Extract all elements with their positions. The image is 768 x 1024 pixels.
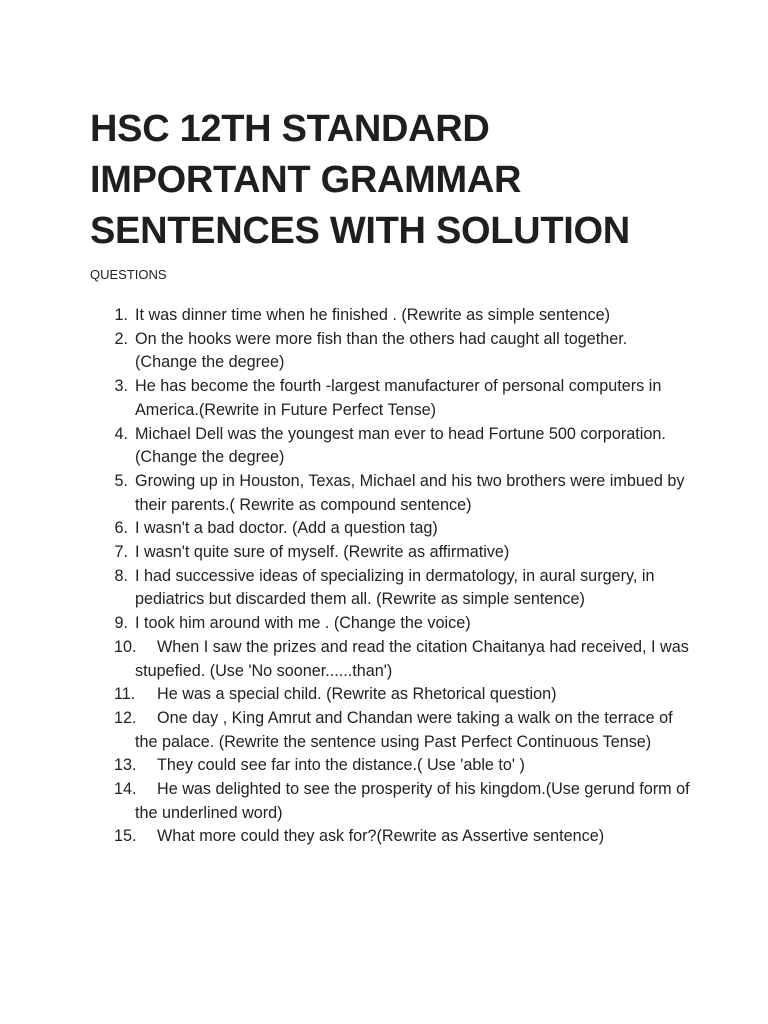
document-page bbox=[90, 104, 690, 849]
question-text: They could see far into the distance.( Use 'able to' ) bbox=[157, 756, 525, 775]
section-label-questions: QUESTIONS bbox=[90, 267, 167, 282]
question-text: Michael Dell was the youngest man ever to head Fortune 500 corporation.(Change the degree) bbox=[135, 424, 666, 467]
question-number: 6. bbox=[114, 519, 128, 538]
question-text: He was a special child. (Rewrite as Rhetorical question) bbox=[157, 685, 557, 704]
question-text: I wasn't a bad doctor. (Add a question tag) bbox=[135, 519, 438, 538]
question-number: 8. bbox=[114, 566, 128, 585]
question-item-9 bbox=[90, 612, 690, 636]
question-item-4 bbox=[90, 423, 690, 470]
question-item-12 bbox=[90, 707, 690, 754]
question-number: 13. bbox=[114, 756, 137, 775]
question-item-11 bbox=[90, 683, 690, 707]
question-number: 4. bbox=[114, 424, 128, 443]
question-item-13 bbox=[90, 754, 690, 778]
question-item-10 bbox=[90, 636, 690, 683]
question-text: What more could they ask for?(Rewrite as Assertive sentence) bbox=[157, 827, 605, 846]
question-item-7 bbox=[90, 541, 690, 565]
question-list bbox=[90, 304, 690, 849]
question-text: When I saw the prizes and read the citation Chaitanya had received, I was stupefied. (Use 'No sooner......than') bbox=[135, 637, 689, 680]
question-number: 10. bbox=[114, 637, 137, 656]
question-item-15 bbox=[90, 825, 690, 849]
question-text: One day , King Amrut and Chandan were taking a walk on the terrace of the palace. (Rewrite the sentence using Past Perfect Continuous Tense) bbox=[135, 708, 673, 751]
question-number: 11. bbox=[114, 685, 136, 704]
question-item-2 bbox=[90, 328, 690, 375]
question-number: 1. bbox=[114, 306, 128, 324]
document-title bbox=[90, 104, 690, 257]
question-text: I wasn't quite sure of myself. (Rewrite as affirmative) bbox=[135, 543, 510, 562]
question-item-6 bbox=[90, 517, 690, 541]
question-text: Growing up in Houston, Texas, Michael and his two brothers were imbued by their parents.( Rewrite as compound sentence) bbox=[135, 471, 685, 514]
question-item-14 bbox=[90, 778, 690, 825]
question-number: 3. bbox=[114, 377, 128, 396]
question-item-8 bbox=[90, 565, 690, 612]
question-number: 12. bbox=[114, 708, 137, 727]
question-number: 9. bbox=[114, 614, 128, 633]
question-number: 14. bbox=[114, 780, 137, 799]
question-item-3 bbox=[90, 375, 690, 422]
question-item-1 bbox=[90, 304, 690, 328]
question-text: He has become the fourth -largest manufacturer of personal computers in America.(Rewrite in Future Perfect Tense) bbox=[135, 377, 662, 419]
title-line-1: HSC 12TH STANDARD bbox=[90, 108, 490, 150]
question-text: It was dinner time when he finished . (Rewrite as simple sentence) bbox=[135, 306, 611, 324]
question-text: I took him around with me . (Change the voice) bbox=[135, 614, 471, 633]
title-line-2: IMPORTANT GRAMMAR bbox=[90, 159, 522, 201]
question-number: 2. bbox=[114, 329, 128, 348]
title-line-3: SENTENCES WITH SOLUTION bbox=[90, 210, 630, 252]
question-text: I had successive ideas of specializing in dermatology, in aural surgery, in pediatrics but discarded them all. (Rewrite as simple sentence) bbox=[135, 566, 655, 609]
question-item-5 bbox=[90, 470, 690, 517]
question-number: 5. bbox=[114, 471, 128, 490]
question-number: 7. bbox=[114, 543, 128, 562]
question-text: On the hooks were more fish than the others had caught all together. (Change the degree) bbox=[135, 329, 628, 372]
question-number: 15. bbox=[114, 827, 137, 846]
question-text: He was delighted to see the prosperity of his kingdom.(Use gerund form of the underlined word) bbox=[135, 780, 690, 822]
